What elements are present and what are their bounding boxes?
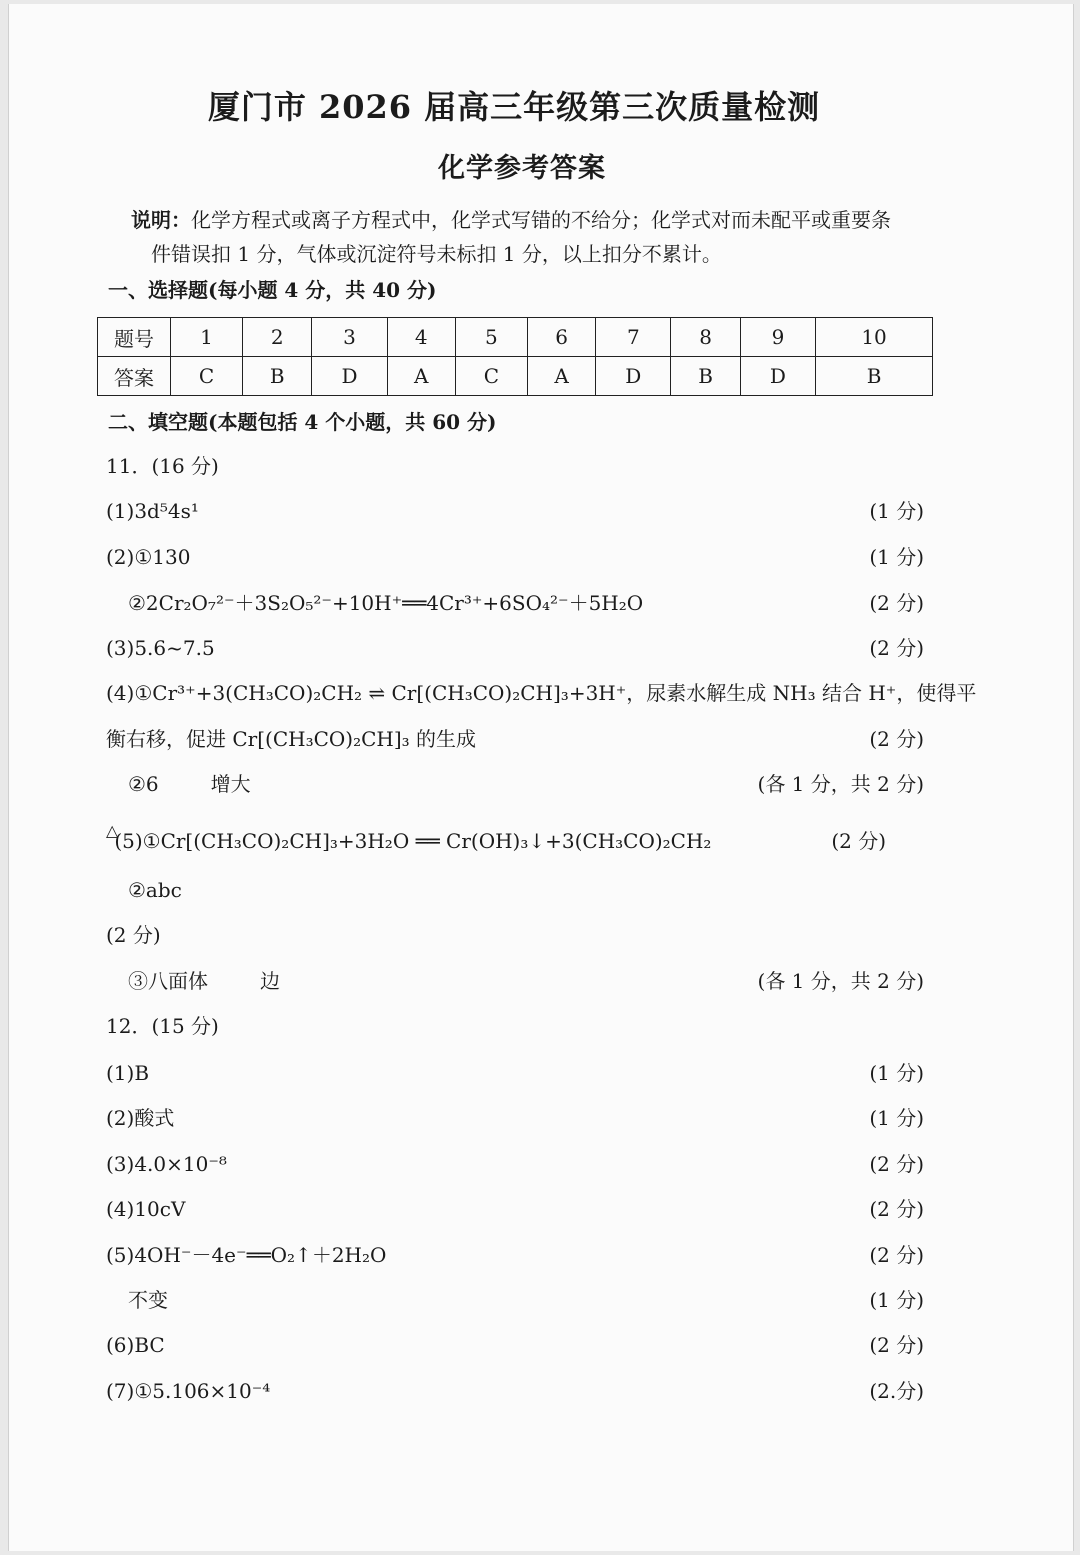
question-number: 4: [387, 318, 455, 357]
q11-part-5-1: [106, 821, 924, 856]
section-2-heading: 二、填空题(本题包括 4 个小题，共 60 分): [108, 410, 497, 434]
score: (1 分): [869, 545, 924, 569]
question-number: 10: [816, 318, 933, 357]
page-subtitle: 化学参考答案: [438, 153, 606, 184]
q11-part-4-1a: [106, 678, 977, 708]
answer-text: (4)10cV: [106, 1197, 186, 1221]
answer-text: ②2Cr₂O₇²⁻＋3S₂O₅²⁻+10H⁺══4Cr³⁺+6SO₄²⁻＋5H₂O: [128, 591, 644, 615]
question-number: 8: [671, 318, 740, 357]
answer-value: 增大: [210, 772, 251, 796]
q11-part-4-2: [106, 769, 924, 799]
score: (1 分): [869, 499, 924, 523]
row-header-answer: 答案: [98, 357, 171, 396]
question-number: 5: [455, 318, 527, 357]
q12-title: 12．(15 分): [106, 1014, 219, 1038]
section-1-heading: 一、选择题(每小题 4 分，共 40 分): [108, 278, 437, 302]
answer-text: (1)3d⁵4s¹: [106, 499, 199, 523]
answer-text: (3)5.6~7.5: [106, 636, 215, 660]
score: (2 分): [831, 829, 886, 853]
q12-header: [106, 1011, 924, 1041]
heat-condition-symbol: △: [106, 821, 119, 840]
answer-text: (1)B: [106, 1061, 150, 1085]
q12-part-6: [106, 1330, 924, 1360]
note-label: 说明：: [131, 208, 191, 232]
q11-part-2-1: [106, 542, 924, 572]
q12-part-5a: [106, 1240, 924, 1270]
answer-text: 不变: [128, 1288, 168, 1312]
answer-cell: A: [527, 357, 595, 396]
grading-note: [131, 203, 931, 271]
score: (1 分): [869, 1288, 924, 1312]
answer-cell: B: [671, 357, 740, 396]
score: (各 1 分，共 2 分): [757, 772, 924, 796]
answer-cell: B: [243, 357, 312, 396]
q12-part-2: [106, 1103, 924, 1133]
answer-text: ②abc: [128, 878, 182, 902]
answer-sheet-page: [8, 4, 1074, 1551]
score: (2 分): [869, 591, 924, 615]
question-number: 2: [243, 318, 312, 357]
answer-cell: B: [816, 357, 933, 396]
answer-text: (2)酸式: [106, 1106, 175, 1130]
equation: (5)①Cr[(CH₃CO)₂CH]₃+3H₂O ══ Cr(OH)₃↓+3(CH₃CO)₂CH₂: [114, 829, 712, 853]
score: (1 分): [869, 1106, 924, 1130]
q12-part-7: [106, 1376, 924, 1406]
answer-value: 边: [260, 969, 280, 993]
q12-part-5b: [106, 1285, 924, 1315]
answer-row: [98, 357, 933, 396]
q12-part-1: [106, 1058, 924, 1088]
score: (2 分): [106, 923, 161, 947]
answer-text: (5)4OH⁻－4e⁻══O₂↑＋2H₂O: [106, 1243, 387, 1267]
answer-text: [106, 769, 251, 799]
answer-value: ③八面体: [128, 969, 208, 993]
q11-header: [106, 451, 924, 481]
note-line-1: 化学方程式或离子方程式中，化学式写错的不给分；化学式对而未配平或重要条: [191, 208, 891, 232]
q12-part-3: [106, 1149, 924, 1179]
answer-text: (4)①Cr³⁺+3(CH₃CO)₂CH₂ ⇌ Cr[(CH₃CO)₂CH]₃+3H⁺，尿素水解生成 NH₃ 结合 H⁺，使得平: [106, 681, 977, 705]
answer-cell: D: [596, 357, 671, 396]
row-header-question: 题号: [98, 318, 171, 357]
answer-text: [106, 966, 280, 996]
answer-cell: D: [312, 357, 387, 396]
score: (各 1 分，共 2 分): [757, 969, 924, 993]
page-title: 厦门市 2026 届高三年级第三次质量检测: [207, 88, 821, 126]
answer-text: [106, 821, 712, 858]
score: (2 分): [869, 1333, 924, 1357]
answer-text: (3)4.0×10⁻⁸: [106, 1152, 227, 1176]
question-number: 9: [740, 318, 815, 357]
q11-title: 11．(16 分): [106, 454, 219, 478]
score: (2 分): [869, 1243, 924, 1267]
answer-cell: A: [387, 357, 455, 396]
score: (1 分): [869, 1061, 924, 1085]
q11-part-5-2-score: [106, 920, 924, 950]
question-number: 1: [171, 318, 243, 357]
score: (2 分): [869, 636, 924, 660]
question-number-row: [98, 318, 933, 357]
score: (2 分): [869, 1152, 924, 1176]
question-number: 6: [527, 318, 595, 357]
answer-text: 衡右移，促进 Cr[(CH₃CO)₂CH]₃ 的生成: [106, 727, 477, 751]
answer-value: ②6: [128, 772, 159, 796]
q11-part-4-1b: [106, 724, 924, 754]
q12-part-4: [106, 1194, 924, 1224]
q11-part-1: [106, 496, 924, 526]
answer-text: (7)①5.106×10⁻⁴: [106, 1379, 271, 1403]
q11-part-5-3: [106, 966, 924, 996]
question-number: 7: [596, 318, 671, 357]
answer-cell: D: [740, 357, 815, 396]
answer-text: (6)BC: [106, 1333, 165, 1357]
multiple-choice-answer-table: [97, 317, 933, 396]
q11-part-3: [106, 633, 924, 663]
q11-part-2-2: [106, 588, 924, 618]
note-line-2: 件错误扣 1 分，气体或沉淀符号未标扣 1 分，以上扣分不累计。: [151, 242, 722, 266]
score: (2 分): [869, 727, 924, 751]
score: (2 分): [869, 1197, 924, 1221]
q11-part-5-2: [106, 875, 924, 905]
answer-cell: C: [455, 357, 527, 396]
answer-text: (2)①130: [106, 545, 191, 569]
score: (2.分): [869, 1379, 924, 1403]
answer-cell: C: [171, 357, 243, 396]
question-number: 3: [312, 318, 387, 357]
